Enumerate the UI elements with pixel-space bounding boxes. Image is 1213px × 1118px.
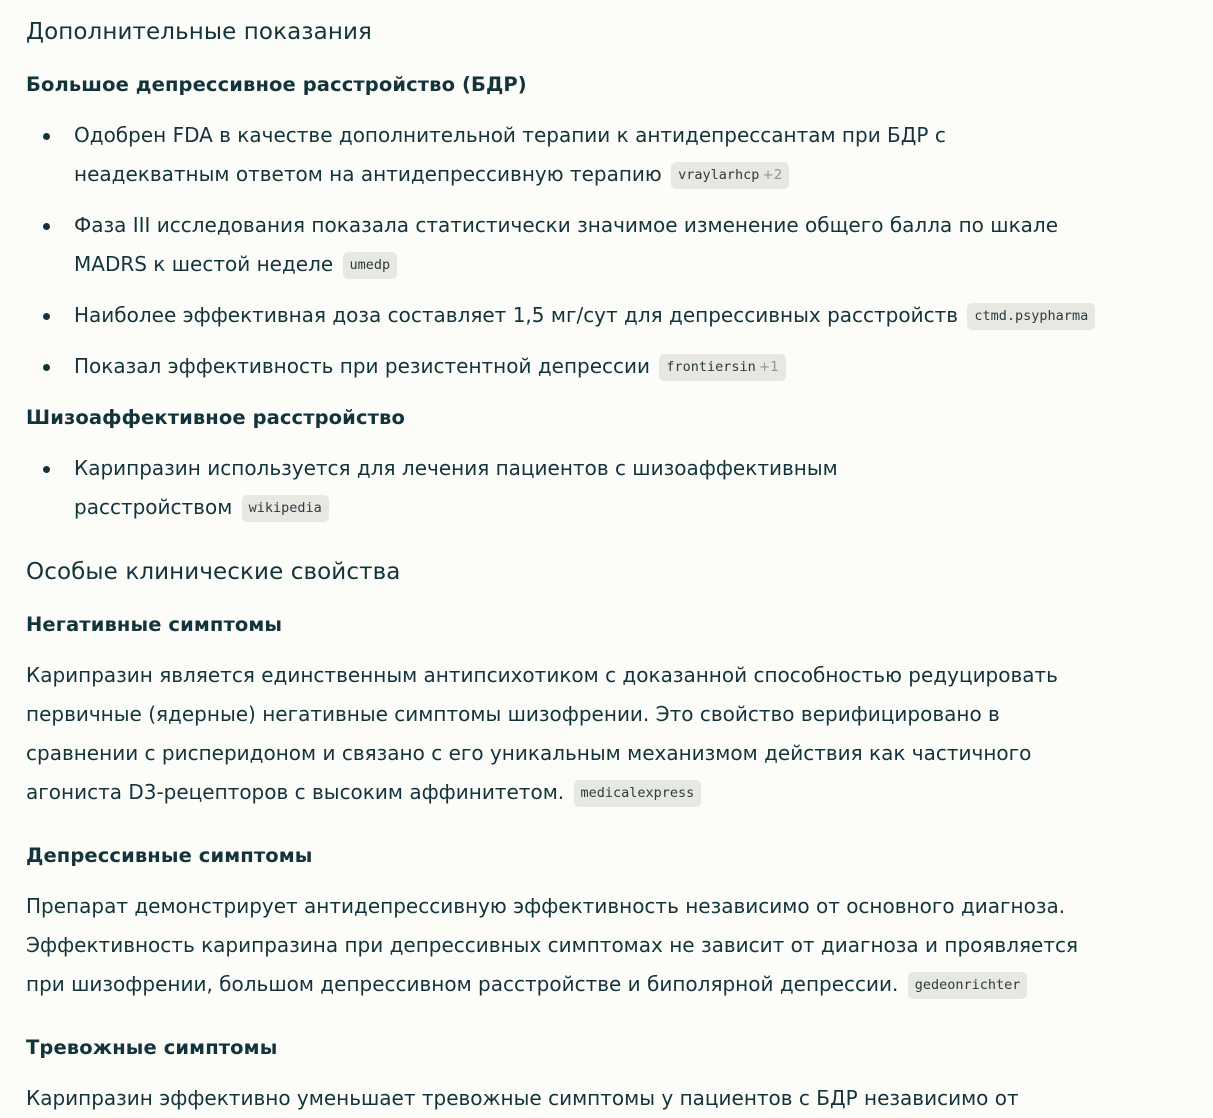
paragraph-depressive: Препарат демонстрирует антидепрессивную эффективность независимо от основного диагноза. Эффективность карипразина при депрессивных симптомах не зависит от диагноза и проявляется при шизофрении, большом депрессивном расстройстве и биполярной депрессии. gedeonrichter [26,887,1196,1004]
citation-badge-frontiersin[interactable]: frontiersin +1 [659,354,785,381]
subsection-title-anxiety: Тревожные симптомы [26,1036,278,1059]
subsection-title-schizoaffective: Шизоаффективное расстройство [26,406,405,429]
mdd-list-3 [26,296,1196,335]
bullet-icon [43,133,50,140]
subsection-title-mdd: Большое депрессивное расстройство (БДР) [26,73,527,96]
list-item: Фаза III исследования показала статистически значимое изменение общего балла по шкале MADRS к шестой неделе umedp [26,206,1196,284]
list-item: Карипразин используется для лечения пациентов с шизоаффективным расстройством wikipedia [26,449,1196,527]
bullet-icon [43,364,50,371]
citation-badge-vraylarhcp[interactable]: vraylarhcp +2 [671,162,789,189]
bullet-icon [43,466,50,473]
list-item: Одобрен FDA в качестве дополнительной терапии к антидепрессантам при БДР с неадекватным ответом на антидепрессивную терапию vraylarhcp +2 [26,116,1196,194]
section-title-additional: Дополнительные показания [26,19,372,45]
citation-badge-wikipedia[interactable]: wikipedia [242,495,329,522]
citation-badge-medicalexpress[interactable]: medicalexpress [574,780,702,807]
bullet-icon [43,223,50,230]
mdd-list [26,116,1196,194]
bullet-icon [43,313,50,320]
citation-badge-ctmd-psypharma[interactable]: ctmd.psypharma [967,303,1095,330]
section-title-clinical: Особые клинические свойства [26,559,401,585]
subsection-title-depressive: Депрессивные симптомы [26,844,313,867]
citation-badge-gedeonrichter[interactable]: gedeonrichter [908,972,1028,999]
schizoaffective-list [26,449,1196,527]
mdd-list-4 [26,347,1196,386]
paragraph-anxiety: Карипразин эффективно уменьшает тревожные симптомы у пациентов с БДР независимо от [26,1086,1019,1110]
mdd-list-2 [26,206,1196,284]
list-item: Показал эффективность при резистентной депрессии frontiersin +1 [26,347,1196,386]
citation-badge-umedp[interactable]: umedp [343,252,398,279]
subsection-title-negative: Негативные симптомы [26,613,283,636]
list-item: Наиболее эффективная доза составляет 1,5 мг/сут для депрессивных расстройств ctmd.psypharma [26,296,1196,335]
paragraph-negative: Карипразин является единственным антипсихотиком с доказанной способностью редуцировать первичные (ядерные) негативные симптомы шизофрении. Это свойство верифицировано в сравнении с рисперидоном и связано с его уникальным механизмом действия как частичного агониста D3-рецепторов с высоким аффинитетом. medicalexpress [26,656,1196,812]
